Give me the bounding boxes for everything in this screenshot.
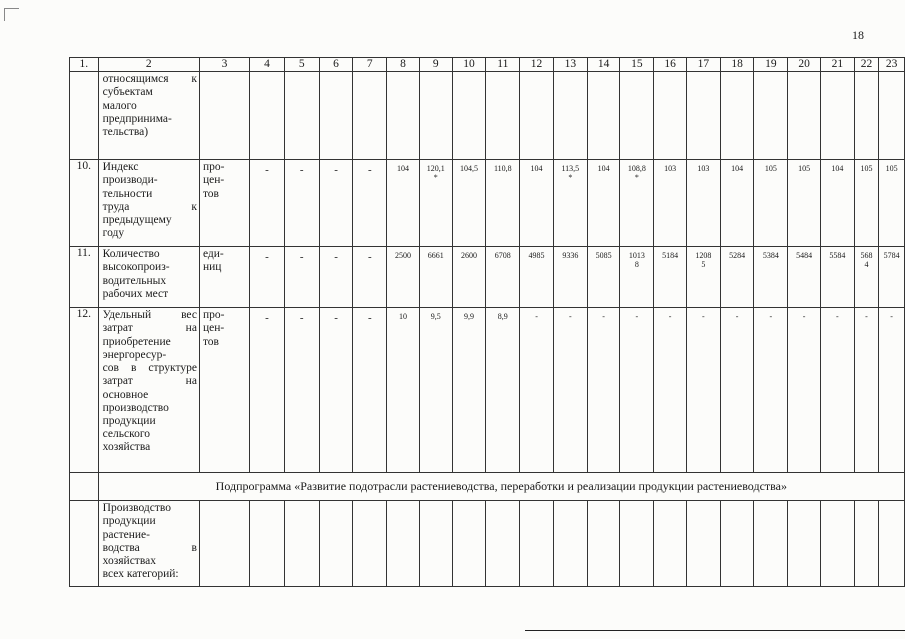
- cell-value: 105: [764, 164, 777, 174]
- column-number: [720, 58, 754, 72]
- cell-text-line: Производство: [102, 502, 171, 515]
- table-cell: [879, 501, 905, 587]
- value-cell: [587, 247, 620, 308]
- cell-value: -: [334, 164, 338, 177]
- value-cell: [854, 160, 879, 247]
- cell-text-line: тов: [202, 187, 219, 200]
- value-cell: [686, 160, 720, 247]
- column-number: [353, 58, 387, 72]
- cell-text-line: труда к: [102, 200, 197, 213]
- value-cell: [353, 308, 387, 473]
- table-cell: [587, 72, 620, 160]
- cell-value: 5284: [729, 251, 746, 261]
- cell-value: 2600: [461, 251, 478, 261]
- value-cell: [419, 247, 452, 308]
- cell-value: -: [299, 312, 304, 325]
- table-cell: [419, 72, 452, 160]
- table-cell: [854, 72, 879, 160]
- subprogram-title: Подпрограмма «Развитие подотрасли растениеводства, переработки и реализации продукции растениеводства»: [98, 473, 904, 501]
- cell-value: 9336: [562, 251, 579, 261]
- table-row: [70, 72, 905, 160]
- indicator-name: [98, 160, 199, 247]
- cell-text-line: тельства): [102, 126, 149, 139]
- table-cell: [284, 501, 319, 587]
- cell-text-line: году: [102, 227, 125, 240]
- cell-text-line: растение-: [102, 528, 150, 541]
- value-cell: [879, 247, 905, 308]
- cell-text-line: Индекс: [102, 161, 139, 174]
- value-cell: [387, 247, 420, 308]
- column-number: [587, 58, 620, 72]
- table-cell: [754, 72, 788, 160]
- cell-value: 110,8: [493, 164, 512, 174]
- cell-value: 14: [597, 58, 610, 70]
- unit-cell: [199, 247, 249, 308]
- cell-value: -: [535, 312, 538, 322]
- cell-value: 104: [397, 164, 410, 174]
- cell-text-line: предыдущему: [102, 214, 172, 227]
- column-number: [486, 58, 520, 72]
- cell-text-line: всех категорий:: [102, 568, 179, 581]
- column-number: [98, 58, 199, 72]
- value-cell: [250, 160, 285, 247]
- cell-text-line: высокопроиз-: [102, 261, 170, 274]
- table-cell: [879, 72, 905, 160]
- table-cell: [319, 72, 353, 160]
- cell-value: 11: [497, 58, 509, 70]
- value-cell: [879, 308, 905, 473]
- value-cell: [788, 160, 821, 247]
- column-number: [419, 58, 452, 72]
- cell-text-line: продукции: [102, 515, 156, 528]
- value-cell: [620, 308, 654, 473]
- table-cell: [520, 72, 554, 160]
- cell-value: -: [334, 312, 338, 325]
- value-cell: [250, 308, 285, 473]
- column-number: [70, 58, 99, 72]
- cell-value: 104: [597, 164, 610, 174]
- cell-value: -: [668, 312, 672, 322]
- cell-text-line: затрат на: [102, 322, 197, 335]
- cell-value: 103: [664, 164, 677, 174]
- table-cell: [788, 72, 821, 160]
- column-number: [754, 58, 788, 72]
- cell-value: 568 4: [860, 251, 873, 270]
- indicator-name: [98, 72, 199, 160]
- cell-value: 16: [664, 58, 676, 70]
- table-cell: [387, 501, 420, 587]
- value-cell: [820, 308, 854, 473]
- cell-value: 4985: [528, 251, 545, 261]
- column-number: [452, 58, 486, 72]
- cell-text-line: затрат на: [102, 375, 197, 388]
- cell-value: -: [735, 312, 739, 322]
- cell-text-line: ниц: [202, 261, 222, 274]
- cell-value: 9: [432, 58, 439, 70]
- value-cell: [788, 308, 821, 473]
- cell-value: -: [334, 251, 338, 264]
- cell-text-line: сельского: [102, 428, 151, 441]
- cell-value: 21: [831, 58, 844, 70]
- cell-value: -: [299, 251, 304, 264]
- table-cell: [284, 72, 319, 160]
- value-cell: [854, 308, 879, 473]
- cell-value: 104: [731, 164, 744, 174]
- value-cell: [319, 160, 353, 247]
- table-cell: [520, 501, 554, 587]
- value-cell: [387, 308, 420, 473]
- table-cell: [686, 501, 720, 587]
- row-number: [70, 247, 99, 308]
- cell-value: 12: [530, 58, 543, 70]
- row-number: [70, 160, 99, 247]
- value-cell: [686, 247, 720, 308]
- column-number: [820, 58, 854, 72]
- table-cell: [452, 72, 486, 160]
- table-cell: [387, 72, 420, 160]
- page-number: 18: [852, 28, 864, 42]
- cell-value: 105: [798, 164, 811, 174]
- table-cell: [250, 72, 285, 160]
- table-cell: [620, 501, 654, 587]
- value-cell: [520, 160, 554, 247]
- cell-value: -: [802, 312, 806, 322]
- cell-value: -: [701, 312, 705, 322]
- column-number: [686, 58, 720, 72]
- cell-text-line: субъектам: [102, 86, 153, 99]
- cell-value: -: [299, 164, 304, 177]
- column-number: [620, 58, 654, 72]
- cell-value: 104: [530, 164, 543, 174]
- cell-value: 3: [221, 58, 228, 70]
- table-row: [70, 247, 905, 308]
- cell-text-line: приобретение: [102, 335, 171, 348]
- cell-value: -: [367, 251, 372, 264]
- value-cell: [620, 160, 654, 247]
- table-cell: [686, 72, 720, 160]
- cell-text-line: рабочих мест: [102, 287, 169, 300]
- cell-text-line: тельности: [102, 187, 153, 200]
- cell-value: 10: [463, 58, 475, 70]
- cell-text-line: энергоресур-: [102, 348, 167, 361]
- value-cell: [720, 247, 754, 308]
- cell-text-line: еди-: [202, 248, 224, 261]
- cell-value: 23: [885, 58, 898, 70]
- cell-value: 12.: [76, 308, 91, 321]
- value-cell: [720, 160, 754, 247]
- cell-value: 18: [731, 58, 743, 70]
- value-cell: [754, 247, 788, 308]
- scan-corner-mark: [4, 8, 19, 21]
- value-cell: [319, 308, 353, 473]
- cell-value: 2500: [395, 251, 412, 261]
- cell-value: -: [367, 164, 372, 177]
- table-row: [70, 501, 905, 587]
- cell-value: 17: [697, 58, 710, 70]
- row-number-cell: [70, 501, 99, 587]
- cell-value: 1.: [79, 58, 89, 70]
- cell-text-line: продукции: [102, 414, 156, 427]
- cell-value: 5085: [595, 251, 612, 261]
- cell-value: 108,8 *: [627, 164, 646, 183]
- table-cell: [553, 72, 587, 160]
- value-cell: [486, 247, 520, 308]
- cell-value: 8,9: [497, 312, 508, 322]
- cell-text-line: про-: [202, 309, 225, 322]
- cell-text-line: цен-: [202, 174, 225, 187]
- cell-value: 105: [860, 164, 873, 174]
- indicator-name: [98, 247, 199, 308]
- value-cell: [754, 308, 788, 473]
- cell-value: 22: [860, 58, 873, 70]
- table-cell: [620, 72, 654, 160]
- cell-text-line: производство: [102, 401, 169, 414]
- cell-value: 15: [631, 58, 643, 70]
- cell-value: -: [890, 312, 893, 322]
- cell-value: -: [865, 312, 868, 322]
- cell-value: 6708: [494, 251, 511, 261]
- cell-value: -: [602, 312, 605, 322]
- cell-value: -: [265, 164, 269, 177]
- cell-value: 9,5: [430, 312, 441, 322]
- cell-text-line: водства в: [102, 541, 197, 554]
- column-number: [199, 58, 249, 72]
- value-cell: [620, 247, 654, 308]
- table-cell: [419, 501, 452, 587]
- column-number: [319, 58, 353, 72]
- table-cell: [353, 501, 387, 587]
- cell-value: 11.: [76, 247, 91, 260]
- row-number-cell: [70, 72, 99, 160]
- value-cell: [654, 247, 687, 308]
- table-cell: [70, 473, 99, 501]
- value-cell: [486, 308, 520, 473]
- cell-value: 7: [366, 58, 373, 70]
- cell-text-line: предпринима-: [102, 112, 172, 125]
- column-number: [854, 58, 879, 72]
- cell-value: 4: [264, 58, 270, 70]
- cell-value: 20: [798, 58, 810, 70]
- column-number: [553, 58, 587, 72]
- value-cell: [284, 160, 319, 247]
- cell-value: 8: [400, 58, 406, 70]
- cell-text-line: водительных: [102, 274, 167, 287]
- column-number: [654, 58, 687, 72]
- cell-text-line: хозяйствах: [102, 555, 156, 568]
- table-cell: [486, 501, 520, 587]
- cell-value: 19: [765, 58, 777, 70]
- cell-value: 13: [564, 58, 577, 70]
- cell-value: -: [265, 312, 269, 325]
- value-cell: [452, 247, 486, 308]
- indicator-name: [98, 308, 199, 473]
- table-row: [70, 308, 905, 473]
- cell-value: -: [769, 312, 773, 322]
- cell-value: 1208 5: [695, 251, 712, 270]
- table-cell: [788, 501, 821, 587]
- cell-value: 10: [399, 312, 408, 322]
- bottom-rule: [525, 630, 905, 631]
- value-cell: [820, 247, 854, 308]
- cell-text-line: основное: [102, 388, 149, 401]
- table-row: [70, 160, 905, 247]
- value-cell: [284, 247, 319, 308]
- row-number: [70, 308, 99, 473]
- value-cell: [353, 160, 387, 247]
- table-cell: [820, 72, 854, 160]
- subprogram-row: [70, 473, 905, 501]
- cell-value: 105: [885, 164, 898, 174]
- value-cell: [553, 160, 587, 247]
- cell-text-line: Удельный вес: [102, 309, 197, 322]
- unit-cell: [199, 160, 249, 247]
- table-cell: [654, 72, 687, 160]
- cell-value: 2: [145, 58, 152, 70]
- value-cell: [587, 160, 620, 247]
- value-cell: [820, 160, 854, 247]
- cell-value: -: [635, 312, 639, 322]
- indicator-table: [69, 57, 905, 587]
- column-number: [520, 58, 554, 72]
- table-cell: [553, 501, 587, 587]
- cell-text-line: тов: [202, 335, 219, 348]
- column-number: [387, 58, 420, 72]
- cell-value: 5: [298, 58, 305, 70]
- table-cell: [720, 501, 754, 587]
- cell-value: 104: [831, 164, 844, 174]
- unit-cell: [199, 308, 249, 473]
- value-cell: [587, 308, 620, 473]
- value-cell: [754, 160, 788, 247]
- table-cell: [452, 501, 486, 587]
- indicator-name: [98, 501, 199, 587]
- table-cell: [199, 501, 249, 587]
- value-cell: [387, 160, 420, 247]
- cell-text-line: производи-: [102, 174, 158, 187]
- cell-value: 9,9: [464, 312, 475, 322]
- value-cell: [854, 247, 879, 308]
- table-cell: [250, 501, 285, 587]
- value-cell: [452, 308, 486, 473]
- column-number: [250, 58, 285, 72]
- cell-value: 5384: [762, 251, 779, 261]
- cell-value: 5184: [662, 251, 679, 261]
- table-cell: [587, 501, 620, 587]
- value-cell: [553, 247, 587, 308]
- value-cell: [419, 160, 452, 247]
- cell-text-line: про-: [202, 161, 225, 174]
- cell-value: 5484: [796, 251, 813, 261]
- value-cell: [353, 247, 387, 308]
- value-cell: [284, 308, 319, 473]
- value-cell: [654, 160, 687, 247]
- value-cell: [520, 308, 554, 473]
- cell-value: 104,5: [460, 164, 479, 174]
- cell-text-line: относящимся к: [102, 73, 197, 86]
- cell-value: 5784: [883, 251, 900, 261]
- column-number: [879, 58, 905, 72]
- table-cell: [854, 501, 879, 587]
- column-number-header: [70, 58, 905, 72]
- cell-text-line: хозяйства: [102, 441, 151, 454]
- cell-value: 1013 8: [628, 251, 645, 270]
- cell-value: 6661: [427, 251, 444, 261]
- cell-value: -: [568, 312, 572, 322]
- cell-value: 10.: [76, 160, 91, 173]
- table-cell: [353, 72, 387, 160]
- table-cell: [319, 501, 353, 587]
- cell-value: -: [836, 312, 839, 322]
- value-cell: [486, 160, 520, 247]
- table-cell: [199, 72, 249, 160]
- value-cell: [419, 308, 452, 473]
- table-cell: [820, 501, 854, 587]
- value-cell: [720, 308, 754, 473]
- value-cell: [452, 160, 486, 247]
- value-cell: [250, 247, 285, 308]
- cell-text-line: Количество: [102, 248, 160, 261]
- table-cell: [720, 72, 754, 160]
- cell-value: 6: [333, 58, 339, 70]
- value-cell: [654, 308, 687, 473]
- column-number: [788, 58, 821, 72]
- cell-value: 113,5 *: [561, 164, 580, 183]
- cell-value: -: [265, 251, 269, 264]
- table-cell: [486, 72, 520, 160]
- cell-value: 5584: [829, 251, 846, 261]
- value-cell: [788, 247, 821, 308]
- value-cell: [879, 160, 905, 247]
- table-cell: [754, 501, 788, 587]
- cell-text-line: цен-: [202, 322, 225, 335]
- value-cell: [553, 308, 587, 473]
- value-cell: [520, 247, 554, 308]
- value-cell: [686, 308, 720, 473]
- cell-text-line: малого: [102, 99, 137, 112]
- cell-value: -: [367, 312, 372, 325]
- cell-value: 120,1 *: [426, 164, 445, 183]
- cell-value: 103: [697, 164, 710, 174]
- cell-text-line: сов в структуре: [102, 362, 197, 375]
- table-cell: [654, 501, 687, 587]
- value-cell: [319, 247, 353, 308]
- column-number: [284, 58, 319, 72]
